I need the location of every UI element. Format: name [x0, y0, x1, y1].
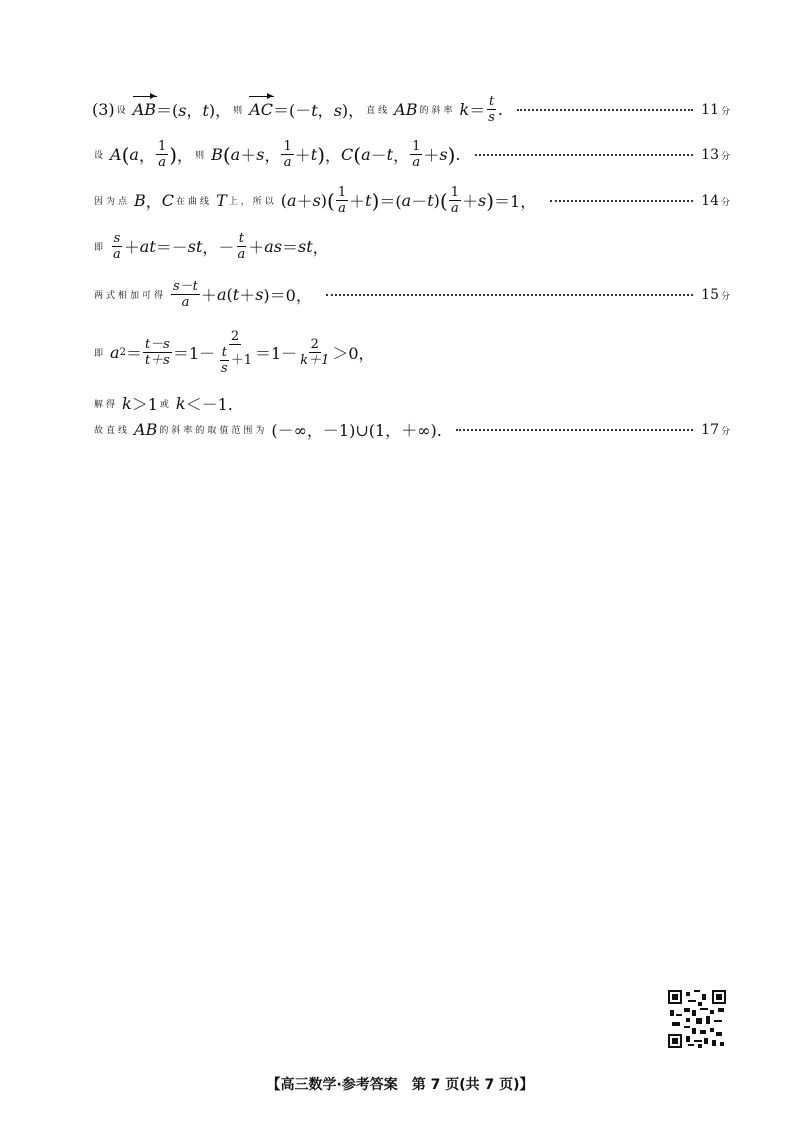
answer-line-3: 因为点 B ， C 在曲线 T 上，所以 ( a ＋ s ) ( $\frac{1}{a}$ ＋ t ) ＝( a － t ) ( $\frac{1}{a}$ ＋ s ) ＝1， 14 分	[94, 185, 730, 216]
annotation: 即	[94, 243, 107, 253]
answer-line-4: 即 $\frac{s}{a}$ ＋ at ＝－ st ，－ $\frac{t}{a}$ ＋ as ＝ st ，	[94, 231, 329, 262]
page-footer: 【高三数学·参考答案 第 7 页(共 7 页)】	[266, 1077, 534, 1093]
dot-leader	[326, 294, 693, 296]
dot-leader	[550, 200, 693, 202]
answer-line-5: 两式相加可得 $\frac{s-t}{a}$ ＋ a ( t ＋ s )＝0， 15 分	[94, 279, 730, 310]
annotation: 直线	[366, 106, 391, 116]
annotation: 即	[94, 349, 107, 359]
score-marker: 11 分	[701, 101, 730, 118]
annotation: 上，所以	[228, 197, 277, 207]
score-marker: 17 分	[701, 421, 730, 438]
annotation: 则	[233, 106, 246, 116]
dot-leader	[517, 109, 693, 111]
annotation: 的斜率	[419, 106, 456, 116]
annotation: 故直线	[94, 426, 131, 436]
annotation: 在曲线	[176, 197, 213, 207]
answer-line-1: (3) 设 AB ＝(s，t)， 则 AC ＝(－t，s)， 直线 AB 的斜率 k ＝ $\frac{t}{s}$ . 11 分	[92, 94, 730, 125]
score-marker: 13 分	[701, 146, 730, 163]
annotation: 则	[195, 151, 208, 161]
answer-line-6: 即 a 2 ＝ $\frac{t-s}{t+s}$ ＝1－ 2 $\frac{t}{s}$ ＋1 ＝1－ $\frac{2}{k+1}$ ＞0，	[94, 329, 375, 376]
annotation: 设	[94, 151, 107, 161]
score-marker: 14 分	[701, 192, 730, 209]
annotation: 因为点	[94, 197, 131, 207]
annotation: 的斜率的取值范围为	[159, 426, 268, 436]
annotation: 解得	[94, 400, 119, 410]
annotation: 两式相加可得	[94, 291, 167, 301]
annotation: 或	[159, 400, 172, 410]
answer-line-7: 解得 k ＞1 或 k ＜－1.	[94, 394, 233, 414]
dot-leader	[456, 429, 693, 431]
answer-line-2: 设 A ( a ， $\frac{1}{a}$ ) ， 则 B ( a ＋ s ， $\frac{1}{a}$ ＋ t ) ， C ( a － t ， $\frac{1}{a}$ ＋ s ) . 13 分	[94, 139, 730, 170]
dot-leader	[475, 154, 694, 156]
answer-line-8: 故直线 AB 的斜率的取值范围为 (－∞，－1)∪(1，＋∞). 17 分	[94, 420, 730, 440]
annotation: 设	[116, 106, 129, 116]
qr-code	[668, 990, 726, 1048]
score-marker: 15 分	[701, 286, 730, 303]
